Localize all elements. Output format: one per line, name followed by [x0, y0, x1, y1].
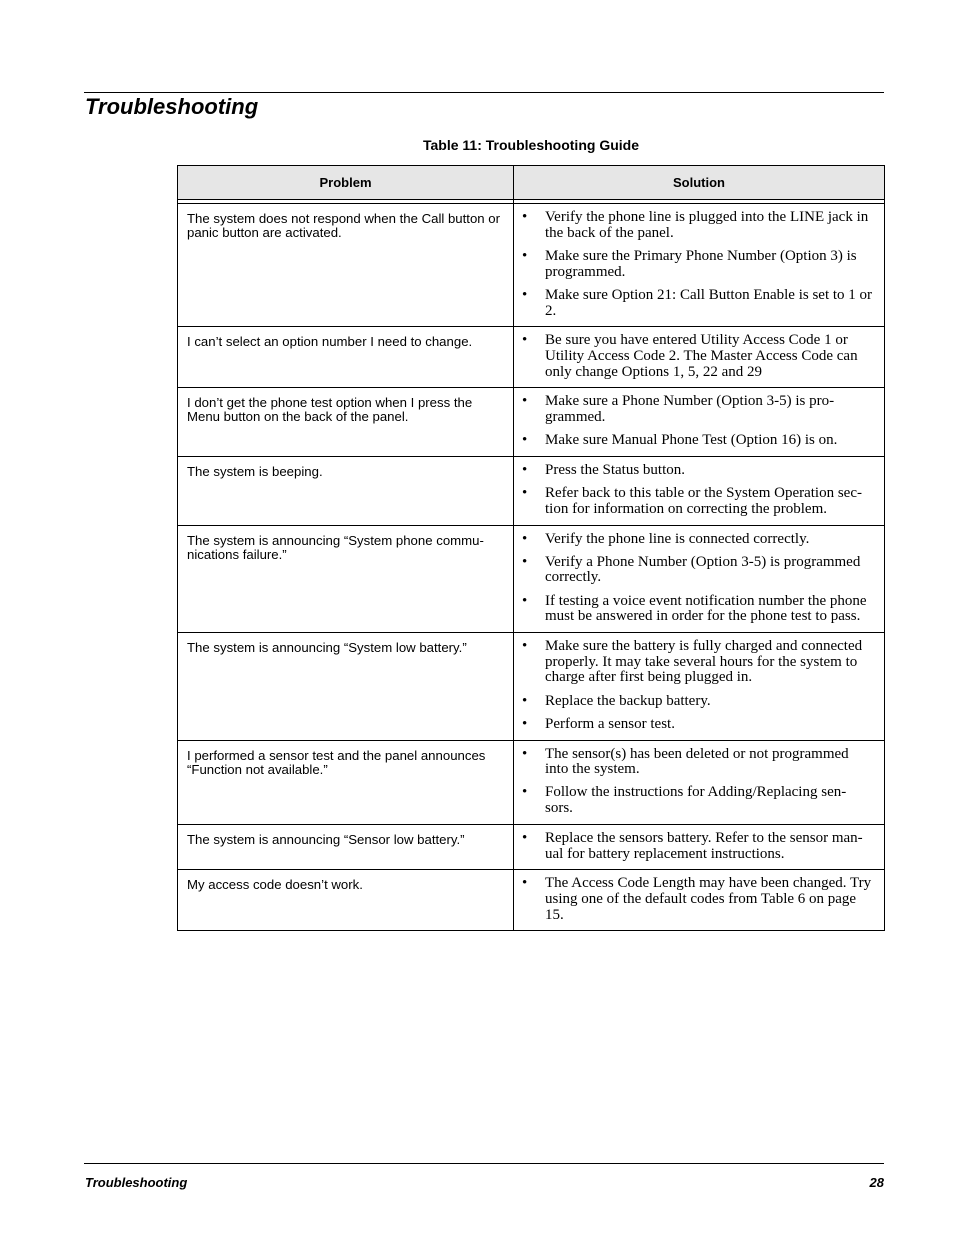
solution-item	[518, 486, 874, 517]
problem-cell: The system is announcing “System phone commu-nications failure.”	[178, 525, 514, 633]
solution-item	[518, 249, 874, 280]
solution-text: Be sure you have entered Utility Access Code 1 or Utility Access Code 2. The Master Access Code can only change Options 1, 5, 22 and 29	[545, 332, 858, 380]
solution-cell	[514, 633, 885, 741]
solution-list	[518, 210, 874, 319]
solution-text: Replace the sensors battery. Refer to the sensor man-ual for battery replacement instructions.	[545, 829, 863, 862]
solution-item	[518, 831, 874, 862]
problem-cell: I can’t select an option number I need to change.	[178, 327, 514, 388]
bullet-icon: •	[522, 332, 528, 349]
column-header-problem: Problem	[178, 166, 514, 200]
solution-text: Make sure a Phone Number (Option 3-5) is pro-grammed.	[545, 393, 835, 426]
solution-item	[518, 532, 874, 548]
solution-text: The Access Code Length may have been changed. Try using one of the default codes from Table 6 on page 15.	[545, 875, 872, 923]
bullet-icon: •	[522, 209, 528, 225]
bullet-icon: •	[522, 692, 528, 709]
solution-text: Verify the phone line is plugged into the LINE jack in the back of the panel.	[545, 209, 869, 241]
bullet-icon: •	[522, 530, 528, 547]
solution-cell	[514, 204, 885, 327]
column-header-solution: Solution	[514, 166, 885, 200]
solution-item	[518, 694, 874, 710]
solution-text: Make sure the Primary Phone Number (Option 3) is programmed.	[545, 247, 857, 280]
solution-list	[518, 463, 874, 518]
table-body	[178, 200, 885, 931]
solution-text: If testing a voice event notification number the phone must be answered in order for the phone test to pass.	[545, 592, 867, 625]
solution-item	[518, 717, 874, 733]
solution-list	[518, 394, 874, 449]
solution-item	[518, 639, 874, 686]
bullet-icon: •	[522, 745, 528, 762]
table-row	[178, 204, 885, 327]
solution-item	[518, 594, 874, 625]
problem-cell: I performed a sensor test and the panel announces “Function not available.”	[178, 740, 514, 824]
bullet-icon: •	[522, 286, 528, 303]
troubleshooting-table	[177, 165, 885, 931]
table-row	[178, 525, 885, 633]
problem-cell: My access code doesn’t work.	[178, 870, 514, 931]
footer-section-title: Troubleshooting	[85, 1175, 188, 1190]
solution-item	[518, 288, 874, 319]
solution-item	[518, 555, 874, 586]
table-caption: Table 11: Troubleshooting Guide	[423, 137, 639, 153]
bullet-icon: •	[522, 393, 528, 410]
table-header-row	[178, 166, 885, 200]
solution-text: Make sure Option 21: Call Button Enable is set to 1 or 2.	[545, 286, 873, 319]
solution-text: Replace the backup battery.	[545, 692, 711, 709]
solution-cell	[514, 327, 885, 388]
solution-cell	[514, 388, 885, 457]
table-row	[178, 388, 885, 457]
bullet-icon: •	[522, 461, 528, 478]
footer-rule	[84, 1163, 884, 1164]
solution-list	[518, 747, 874, 817]
solution-cell	[514, 824, 885, 869]
solution-list	[518, 333, 874, 380]
table-row	[178, 824, 885, 869]
solution-list	[518, 831, 874, 862]
table-row	[178, 327, 885, 388]
bullet-icon: •	[522, 432, 528, 449]
solution-text: Refer back to this table or the System Operation sec-tion for information on correcting the problem.	[545, 485, 862, 517]
solution-item	[518, 785, 874, 816]
problem-cell: The system is beeping.	[178, 456, 514, 525]
solution-list	[518, 639, 874, 733]
solution-item	[518, 463, 874, 479]
bullet-icon: •	[522, 592, 528, 609]
page-title: Troubleshooting	[85, 94, 259, 119]
solution-cell	[514, 525, 885, 633]
bullet-icon: •	[522, 638, 528, 655]
solution-cell	[514, 456, 885, 525]
solution-item	[518, 876, 874, 923]
solution-list	[518, 876, 874, 923]
solution-item	[518, 394, 874, 425]
table-row	[178, 456, 885, 525]
bullet-icon: •	[522, 875, 528, 892]
problem-cell: The system is announcing “Sensor low battery.”	[178, 824, 514, 869]
problem-cell: I don’t get the phone test option when I press the Menu button on the back of the panel.	[178, 388, 514, 457]
table-row	[178, 740, 885, 824]
bullet-icon: •	[522, 829, 528, 846]
solution-text: Verify a Phone Number (Option 3-5) is programmed correctly.	[545, 553, 861, 586]
bullet-icon: •	[522, 553, 528, 570]
solution-cell	[514, 740, 885, 824]
solution-item	[518, 433, 874, 449]
problem-cell: The system is announcing “System low battery.”	[178, 633, 514, 741]
solution-text: Perform a sensor test.	[545, 715, 675, 732]
bullet-icon: •	[522, 485, 528, 502]
solution-item	[518, 210, 874, 241]
bullet-icon: •	[522, 715, 528, 732]
table-row	[178, 870, 885, 931]
page-number: 28	[869, 1175, 884, 1190]
solution-cell	[514, 870, 885, 931]
solution-text: The sensor(s) has been deleted or not programmed into the system.	[545, 745, 849, 778]
solution-text: Make sure the battery is fully charged and connected properly. It may take several hours for the system to charge after first being plugged in.	[545, 638, 863, 686]
solution-text: Make sure Manual Phone Test (Option 16) is on.	[545, 432, 838, 449]
bullet-icon: •	[522, 784, 528, 801]
solution-item	[518, 333, 874, 380]
solution-text: Verify the phone line is connected correctly.	[545, 530, 810, 547]
solution-item	[518, 747, 874, 778]
table-row	[178, 633, 885, 741]
solution-text: Press the Status button.	[545, 461, 686, 478]
solution-list	[518, 532, 874, 626]
bullet-icon: •	[522, 247, 528, 264]
solution-text: Follow the instructions for Adding/Replacing sen-sors.	[545, 784, 847, 817]
problem-cell: The system does not respond when the Call button or panic button are activated.	[178, 204, 514, 327]
